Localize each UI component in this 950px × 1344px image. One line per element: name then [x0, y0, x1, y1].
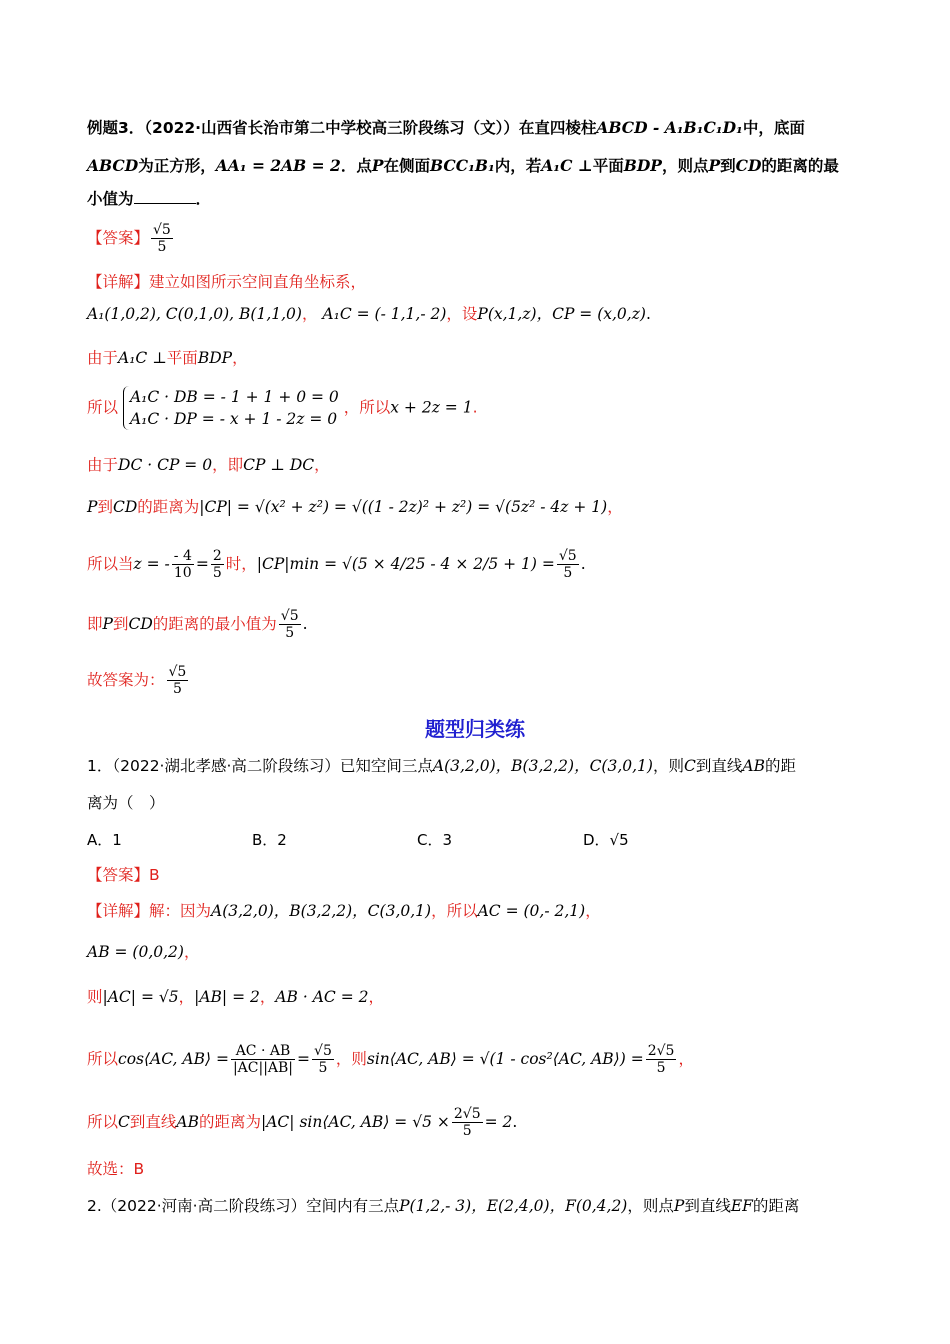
example-detail-intro: 【详解】建立如图所示空间直角坐标系， — [87, 273, 367, 291]
example-detail-line7: P到CD的距离为|CP| = √(x² + z²) = √((1 - 2z)² + z²) = √(5z² - 4z + 1)， — [87, 498, 623, 516]
q1-option-d[interactable]: D．√5 — [583, 831, 629, 849]
q1-detail-line-1: 【详解】解：因为A(3,2,0)，B(3,2,2)，C(3,0,1)，所以AC = (0,- 2,1)， — [87, 902, 601, 920]
q1-detail-line-3: 则|AC| = √5，|AB| = 2，AB · AC = 2， — [87, 988, 384, 1006]
q1-detail-line-4: 所以cos⟨AC, AB⟩ = $\frac{AC \cdot AB}{|AC||AB|}$ = $\frac{√5}{5}$ ，则sin⟨AC, AB⟩ = √(1 - cos²⟨AC, AB⟩) = $\frac{2√5}{5}$ ， — [87, 1043, 694, 1076]
answer-fraction: $\frac{√5}{5}$ — [153, 222, 171, 255]
example-answer: 【答案】 $\frac{√5}{5}$ — [87, 222, 171, 255]
example-line-2: ABCD为正方形，AA₁ = 2AB = 2．点P在侧面BCC₁B₁内，若A₁C ⊥平面BDP，则点P到CD的距离的最 — [87, 156, 839, 175]
example-detail-line4: 由于A₁C ⊥平面BDP， — [87, 349, 248, 367]
q2-stem-line-1: 2.（2022·河南·高二阶段练习）空间内有三点P(1,2,- 3)，E(2,4,0)，F(0,4,2)，则点P到直线EF的距离 — [87, 1197, 800, 1215]
q1-final: 故选：B — [87, 1160, 145, 1178]
example-detail-line6: 由于DC · CP = 0，即CP ⊥ DC， — [87, 456, 330, 474]
example-detail-line8: 所以当z = - $\frac{- 4}{10}$ = $\frac{2}{5}$ 时，|CP|min = √(5 × 4/25 - 4 × 2/5 + 1) = $\frac{√5}{5}$ . — [87, 548, 586, 581]
equation-system: A₁C · DB = - 1 + 1 + 0 = 0 A₁C · DP = - x + 1 - 2z = 0 — [123, 386, 339, 430]
q1-stem-line-2: 离为（ ） — [87, 794, 165, 812]
q1-stem-line-1: 1．（2022·湖北孝感·高二阶段练习）已知空间三点A(3,2,0)，B(3,2,2)，C(3,0,1)，则C到直线AB的距 — [87, 757, 796, 775]
example-line-1: 例题3．（2022·山西省长治市第二中学校高三阶段练习（文））在直四棱柱ABCD - A₁B₁C₁D₁中，底面 — [87, 118, 805, 137]
q1-answer: 【答案】B — [87, 866, 160, 884]
example-detail-line9: 即P到CD的距离的最小值为 $\frac{√5}{5}$ . — [87, 608, 308, 641]
example-line-3: 小值为 ． — [87, 190, 212, 208]
example-final-answer: 故答案为： $\frac{√5}{5}$ — [87, 664, 187, 697]
q1-option-a[interactable]: A．1 — [87, 831, 122, 849]
q1-detail-line-5: 所以C到直线AB的距离为|AC| sin⟨AC, AB⟩ = √5 × $\frac{2√5}{5}$ = 2. — [87, 1106, 518, 1139]
section-title: 题型归类练 — [425, 717, 525, 741]
example-detail-coords: A₁(1,0,2), C(0,1,0), B(1,1,0)， A₁C = (- 1,1,- 2)，设P(x,1,z)，CP = (x,0,z). — [87, 305, 651, 323]
q1-option-b[interactable]: B．2 — [252, 831, 287, 849]
answer-blank — [134, 189, 196, 204]
q1-option-c[interactable]: C．3 — [417, 831, 453, 849]
example-detail-system: 所以 A₁C · DB = - 1 + 1 + 0 = 0 A₁C · DP = - x + 1 - 2z = 0 ，所以x + 2z = 1. — [87, 388, 478, 428]
q1-detail-line-2: AB = (0,0,2)， — [87, 943, 200, 961]
